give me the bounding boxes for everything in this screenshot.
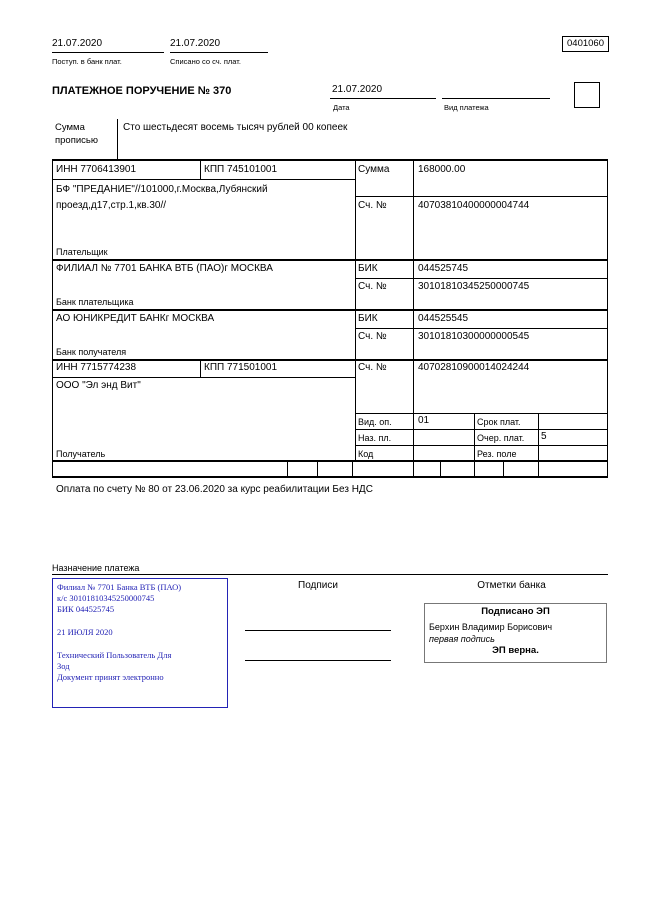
table-border (440, 462, 441, 476)
amount-words-value: Сто шестьдесят восемь тысяч рублей 00 копеек (123, 122, 348, 133)
bank-marks-title: Отметки банка (477, 580, 546, 591)
stamp-bik: БИК 044525745 (57, 604, 115, 614)
amount-value: 168000.00 (418, 164, 466, 175)
table-border (52, 460, 608, 462)
stamp-corr-account: к/с 30101810345250000745 (57, 593, 155, 603)
debited-date-label: Списано со сч. плат. (170, 57, 241, 66)
table-border (413, 161, 414, 460)
payee-bank-bik-label: БИК (358, 313, 378, 324)
table-border (52, 259, 608, 261)
payee-account-label: Сч. № (358, 362, 387, 373)
table-border (52, 377, 355, 378)
payer-section-label: Плательщик (56, 247, 108, 257)
table-border (355, 278, 608, 279)
table-border (413, 462, 414, 476)
purpose-code-label: Наз. пл. (358, 433, 392, 443)
payer-bank-name: ФИЛИАЛ № 7701 БАНКА ВТБ (ПАО)г МОСКВА (56, 263, 273, 274)
header-date-label: Дата (333, 103, 350, 112)
table-border (474, 413, 475, 460)
payer-bank-bik: 044525745 (418, 263, 469, 274)
payee-bank-section-label: Банк получателя (56, 347, 127, 357)
payer-account-label: Сч. № (358, 200, 387, 211)
form-code-box: 0401060 (562, 36, 609, 52)
payee-inn: ИНН 7715774238 (56, 362, 137, 373)
header-date: 21.07.2020 (332, 84, 383, 95)
purpose-text: Оплата по счету № 80 от 23.06.2020 за курс реабилитации Без НДС (56, 484, 373, 495)
esign-stamp (424, 603, 607, 663)
table-border (355, 429, 608, 430)
received-date: 21.07.2020 (52, 38, 103, 49)
stamp-accepted-note: Документ принят электронно (57, 672, 164, 682)
payee-bank-bik: 044525545 (418, 313, 469, 324)
esign-valid: ЭП верна. (492, 645, 539, 656)
table-border (200, 359, 201, 377)
document-title: ПЛАТЕЖНОЕ ПОРУЧЕНИЕ № 370 (52, 85, 232, 97)
payer-bank-account: 30101810345250000745 (418, 281, 530, 292)
payer-name: БФ "ПРЕДАНИЕ"//101000,г.Москва,Лубянский проезд,д17,стр.1,кв.30// (56, 184, 268, 211)
stamp-date: 21 ИЮЛЯ 2020 (57, 627, 113, 637)
table-border (607, 159, 608, 478)
payer-kpp: КПП 745101001 (204, 164, 278, 175)
table-border (474, 462, 475, 476)
payee-name: ООО "Эл энд Вит" (56, 380, 141, 391)
payee-kpp: КПП 771501001 (204, 362, 278, 373)
amount-label: Сумма (358, 164, 390, 175)
table-border (52, 476, 608, 478)
signatures-title: Подписи (298, 580, 338, 591)
payer-bank-account-label: Сч. № (358, 281, 387, 292)
payee-bank-account: 30101810300000000545 (418, 331, 530, 342)
debited-date: 21.07.2020 (170, 38, 221, 49)
table-border (52, 309, 608, 311)
due-label: Срок плат. (477, 417, 521, 427)
stamp-bank-name: Филиал № 7701 Банка ВТБ (ПАО) (57, 582, 182, 592)
payment-kind-label: Вид платежа (444, 103, 489, 112)
op-kind-label: Вид. оп. (358, 417, 392, 427)
reserve-label: Рез. поле (477, 449, 517, 459)
table-border (355, 161, 356, 460)
table-border (52, 359, 608, 361)
payee-section-label: Получатель (56, 449, 106, 459)
op-kind-value: 01 (418, 415, 430, 426)
priority-value: 5 (541, 431, 547, 442)
purpose-underline (52, 574, 608, 575)
stamp-operator: Технический Пользователь Для Зод (57, 650, 172, 671)
esign-signer: Берхин Владимир Борисович (429, 622, 553, 632)
signature-line (245, 630, 391, 631)
table-border (52, 179, 355, 180)
payer-bank-bik-label: БИК (358, 263, 378, 274)
payer-bank-section-label: Банк плательщика (56, 297, 134, 307)
table-border (52, 159, 608, 161)
payee-account: 40702810900014024244 (418, 362, 530, 373)
purpose-label: Назначение платежа (52, 563, 140, 573)
table-border (355, 196, 608, 197)
table-border (355, 445, 608, 446)
esign-title: Подписано ЭП (481, 606, 550, 617)
table-border (538, 413, 539, 460)
esign-sign-kind: первая подпись (429, 634, 495, 644)
payment-kind-field (442, 84, 550, 99)
table-border (287, 462, 288, 476)
header-date-field (330, 84, 436, 99)
payer-inn: ИНН 7706413901 (56, 164, 137, 175)
code-label: Код (358, 449, 374, 459)
bank-acceptance-stamp (52, 578, 228, 708)
table-border (355, 328, 608, 329)
table-border (352, 462, 353, 476)
table-border (503, 462, 504, 476)
amount-words-label: Сумма прописью (55, 122, 98, 146)
payee-bank-name: АО ЮНИКРЕДИТ БАНКг МОСКВА (56, 313, 215, 324)
received-date-label: Поступ. в банк плат. (52, 57, 122, 66)
debited-date-field (170, 38, 268, 53)
divider (117, 119, 118, 159)
table-border (317, 462, 318, 476)
received-date-field (52, 38, 164, 53)
table-border (538, 462, 539, 476)
status-checkbox (574, 82, 600, 108)
priority-label: Очер. плат. (477, 433, 525, 443)
table-border (355, 413, 608, 414)
table-border (52, 159, 53, 478)
payer-account: 40703810400000004744 (418, 200, 530, 211)
signature-line (245, 660, 391, 661)
table-border (200, 161, 201, 179)
payee-bank-account-label: Сч. № (358, 331, 387, 342)
